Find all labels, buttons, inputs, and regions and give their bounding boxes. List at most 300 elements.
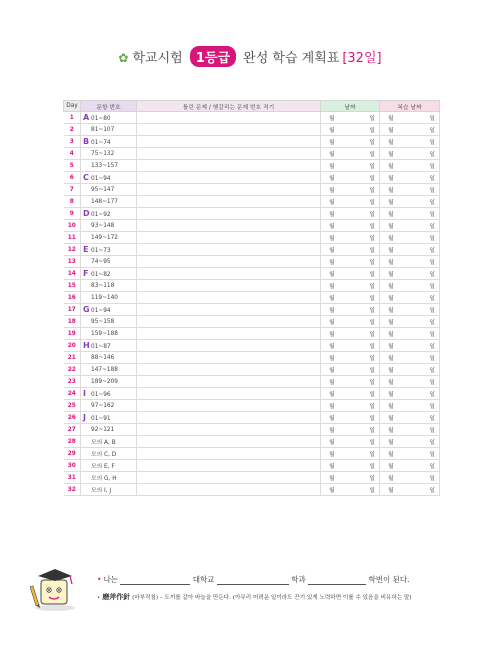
student-id-blank[interactable]: [308, 576, 366, 585]
day-label: 일: [369, 356, 375, 362]
review-date-cell[interactable]: [380, 112, 440, 124]
day-number: 4: [64, 148, 81, 160]
range-text: 159~188: [91, 330, 118, 337]
memo-cell[interactable]: [137, 472, 321, 484]
problem-range: [81, 232, 137, 244]
date-cell[interactable]: [321, 400, 380, 412]
table-header-row: [64, 101, 440, 112]
date-cell[interactable]: [321, 184, 380, 196]
date-cell[interactable]: [321, 424, 380, 436]
date-cell[interactable]: [321, 208, 380, 220]
day-label: 일: [429, 392, 435, 398]
date-cell[interactable]: [321, 340, 380, 352]
memo-cell[interactable]: [137, 328, 321, 340]
date-cell[interactable]: [321, 124, 380, 136]
month-label: 월: [388, 392, 394, 398]
day-label: 일: [429, 116, 435, 122]
day-label: 일: [369, 224, 375, 230]
day-label: 일: [429, 248, 435, 254]
month-label: 월: [388, 440, 394, 446]
range-text: 81~107: [91, 126, 115, 133]
day-label: 일: [429, 320, 435, 326]
month-label: 월: [329, 392, 335, 398]
month-label: 월: [329, 176, 335, 182]
day-label: 일: [369, 332, 375, 338]
month-label: 월: [388, 176, 394, 182]
month-label: 월: [329, 188, 335, 194]
day-number: 22: [64, 364, 81, 376]
day-label: 일: [369, 488, 375, 494]
memo-cell[interactable]: [137, 208, 321, 220]
goal-university: 대학교: [192, 575, 215, 584]
memo-cell[interactable]: [137, 256, 321, 268]
range-text: 74~95: [91, 258, 111, 265]
memo-cell[interactable]: [137, 232, 321, 244]
date-cell[interactable]: [321, 220, 380, 232]
memo-cell[interactable]: [137, 400, 321, 412]
memo-cell[interactable]: [137, 280, 321, 292]
month-label: 월: [329, 332, 335, 338]
month-label: 월: [329, 212, 335, 218]
memo-cell[interactable]: [137, 220, 321, 232]
date-cell[interactable]: [321, 256, 380, 268]
month-label: 월: [329, 128, 335, 134]
review-date-cell[interactable]: [380, 184, 440, 196]
date-cell[interactable]: [321, 436, 380, 448]
motto-line: [97, 592, 412, 602]
range-text: 92~121: [91, 426, 115, 433]
month-label: 월: [388, 164, 394, 170]
title-text-before: 학교시험: [132, 51, 183, 66]
goal-department: 학과: [291, 575, 306, 584]
review-date-cell[interactable]: [380, 436, 440, 448]
table-row: [64, 424, 440, 436]
month-label: 월: [329, 452, 335, 458]
month-label: 월: [388, 476, 394, 482]
month-label: 월: [329, 248, 335, 254]
day-label: 일: [369, 428, 375, 434]
student-mascot-icon: [30, 566, 80, 612]
table-row: [64, 196, 440, 208]
range-text: 147~188: [91, 366, 118, 373]
department-blank[interactable]: [217, 576, 289, 585]
memo-cell[interactable]: [137, 376, 321, 388]
range-text: 95~158: [91, 318, 115, 325]
month-label: 월: [329, 272, 335, 278]
review-date-cell[interactable]: [380, 268, 440, 280]
month-label: 월: [388, 236, 394, 242]
header-date: 날짜: [321, 101, 380, 112]
month-label: 월: [388, 404, 394, 410]
bullet-icon: •: [97, 575, 102, 584]
month-label: 월: [388, 416, 394, 422]
month-label: 월: [388, 464, 394, 470]
problem-range: [81, 196, 137, 208]
problem-range: [81, 388, 137, 400]
month-label: 월: [329, 200, 335, 206]
day-number: 19: [64, 328, 81, 340]
month-label: 월: [388, 128, 394, 134]
date-cell[interactable]: [321, 412, 380, 424]
memo-cell[interactable]: [137, 340, 321, 352]
memo-cell[interactable]: [137, 148, 321, 160]
review-date-cell[interactable]: [380, 172, 440, 184]
university-blank[interactable]: [120, 576, 190, 585]
date-cell[interactable]: [321, 244, 380, 256]
range-text: 97~162: [91, 402, 115, 409]
review-date-cell[interactable]: [380, 148, 440, 160]
day-label: 일: [369, 464, 375, 470]
date-cell[interactable]: [321, 112, 380, 124]
day-label: 일: [369, 128, 375, 134]
month-label: 월: [388, 188, 394, 194]
problem-range: [81, 460, 137, 472]
motto-hanja: 磨斧作針: [102, 593, 131, 601]
month-label: 월: [388, 332, 394, 338]
range-text: 148~177: [91, 198, 118, 205]
table-row: [64, 412, 440, 424]
memo-cell[interactable]: [137, 364, 321, 376]
day-label: 일: [369, 212, 375, 218]
memo-cell[interactable]: [137, 460, 321, 472]
section-letter: H: [83, 341, 90, 350]
month-label: 월: [388, 488, 394, 494]
memo-cell[interactable]: [137, 316, 321, 328]
range-text: 01~87: [91, 344, 111, 350]
day-label: 일: [369, 392, 375, 398]
day-label: 일: [429, 188, 435, 194]
range-text: 모의 G, H: [91, 476, 117, 482]
table-row: [64, 436, 440, 448]
date-cell[interactable]: [321, 172, 380, 184]
day-number: 8: [64, 196, 81, 208]
month-label: 월: [388, 452, 394, 458]
table-row: [64, 160, 440, 172]
month-label: 월: [388, 224, 394, 230]
table-row: [64, 472, 440, 484]
range-text: 01~94: [91, 308, 111, 314]
month-label: 월: [388, 284, 394, 290]
month-label: 월: [329, 224, 335, 230]
day-label: 일: [369, 116, 375, 122]
review-date-cell[interactable]: [380, 460, 440, 472]
month-label: 월: [388, 344, 394, 350]
day-label: 일: [369, 416, 375, 422]
month-label: 월: [329, 344, 335, 350]
problem-range: [81, 112, 137, 124]
problem-range: [81, 448, 137, 460]
grade-badge: 1등급: [190, 46, 236, 67]
date-cell[interactable]: [321, 352, 380, 364]
problem-range: [81, 208, 137, 220]
day-label: 일: [369, 272, 375, 278]
problem-range: [81, 220, 137, 232]
review-date-cell[interactable]: [380, 160, 440, 172]
month-label: 월: [329, 440, 335, 446]
day-number: 31: [64, 472, 81, 484]
review-date-cell[interactable]: [380, 136, 440, 148]
day-number: 11: [64, 232, 81, 244]
header-problem: 문항 번호: [81, 101, 137, 112]
day-label: 일: [369, 260, 375, 266]
memo-cell[interactable]: [137, 124, 321, 136]
month-label: 월: [388, 116, 394, 122]
review-date-cell[interactable]: [380, 364, 440, 376]
month-label: 월: [329, 416, 335, 422]
month-label: 월: [329, 464, 335, 470]
review-date-cell[interactable]: [380, 352, 440, 364]
table-row: [64, 172, 440, 184]
date-cell[interactable]: [321, 388, 380, 400]
date-cell[interactable]: [321, 160, 380, 172]
motto-reading: (마부작침): [132, 595, 159, 601]
problem-range: [81, 148, 137, 160]
problem-range: [81, 244, 137, 256]
day-label: 일: [429, 200, 435, 206]
day-number: 9: [64, 208, 81, 220]
date-cell[interactable]: [321, 484, 380, 496]
review-date-cell[interactable]: [380, 304, 440, 316]
day-label: 일: [429, 176, 435, 182]
table-row: [64, 352, 440, 364]
table-row: [64, 364, 440, 376]
day-number: 32: [64, 484, 81, 496]
month-label: 월: [329, 164, 335, 170]
date-cell[interactable]: [321, 196, 380, 208]
date-cell[interactable]: [321, 148, 380, 160]
date-cell[interactable]: [321, 316, 380, 328]
date-cell[interactable]: [321, 304, 380, 316]
range-text: 133~157: [91, 162, 118, 169]
day-number: 2: [64, 124, 81, 136]
problem-range: [81, 364, 137, 376]
month-label: 월: [388, 260, 394, 266]
table-row: [64, 376, 440, 388]
day-label: 일: [429, 488, 435, 494]
memo-cell[interactable]: [137, 244, 321, 256]
day-number: 21: [64, 352, 81, 364]
header-review: 복습 날짜: [380, 101, 440, 112]
header-day: Day: [64, 101, 81, 112]
day-label: 일: [369, 284, 375, 290]
range-text: 모의 I, J: [91, 488, 112, 494]
problem-range: [81, 136, 137, 148]
range-text: 01~91: [91, 416, 111, 422]
day-number: 14: [64, 268, 81, 280]
problem-range: [81, 340, 137, 352]
day-label: 일: [429, 260, 435, 266]
month-label: 월: [329, 488, 335, 494]
day-number: 15: [64, 280, 81, 292]
section-letter: E: [83, 245, 89, 254]
day-number: 7: [64, 184, 81, 196]
problem-range: [81, 292, 137, 304]
month-label: 월: [388, 152, 394, 158]
month-label: 월: [329, 152, 335, 158]
range-text: 모의 E, F: [91, 464, 115, 470]
range-text: 189~209: [91, 378, 118, 385]
problem-range: [81, 328, 137, 340]
range-text: 01~74: [91, 140, 111, 146]
review-date-cell[interactable]: [380, 232, 440, 244]
date-cell[interactable]: [321, 364, 380, 376]
review-date-cell[interactable]: [380, 256, 440, 268]
section-letter: A: [83, 113, 90, 122]
memo-cell[interactable]: [137, 184, 321, 196]
day-label: 일: [369, 320, 375, 326]
range-text: 01~96: [91, 392, 111, 398]
day-number: 28: [64, 436, 81, 448]
range-text: 88~146: [91, 354, 115, 361]
table-body: [64, 112, 440, 496]
day-label: 일: [429, 440, 435, 446]
memo-cell[interactable]: [137, 112, 321, 124]
date-cell[interactable]: [321, 328, 380, 340]
day-label: 일: [369, 440, 375, 446]
review-date-cell[interactable]: [380, 124, 440, 136]
day-label: 일: [369, 344, 375, 350]
header-memo: 틀린 문제 / 헷갈리는 문제 번호 적기: [137, 101, 321, 112]
day-label: 일: [369, 176, 375, 182]
date-cell[interactable]: [321, 232, 380, 244]
review-date-cell[interactable]: [380, 484, 440, 496]
review-date-cell[interactable]: [380, 424, 440, 436]
problem-range: [81, 256, 137, 268]
memo-cell[interactable]: [137, 196, 321, 208]
day-label: 일: [429, 332, 435, 338]
memo-cell[interactable]: [137, 268, 321, 280]
table-row: [64, 280, 440, 292]
date-cell[interactable]: [321, 460, 380, 472]
table-row: [64, 316, 440, 328]
memo-cell[interactable]: [137, 436, 321, 448]
review-date-cell[interactable]: [380, 400, 440, 412]
date-cell[interactable]: [321, 448, 380, 460]
problem-range: [81, 268, 137, 280]
memo-cell[interactable]: [137, 412, 321, 424]
month-label: 월: [329, 356, 335, 362]
month-label: 월: [329, 308, 335, 314]
month-label: 월: [388, 272, 394, 278]
memo-cell[interactable]: [137, 160, 321, 172]
problem-range: [81, 376, 137, 388]
table-row: [64, 184, 440, 196]
month-label: 월: [388, 308, 394, 314]
review-date-cell[interactable]: [380, 448, 440, 460]
day-label: 일: [429, 272, 435, 278]
date-cell[interactable]: [321, 472, 380, 484]
review-date-cell[interactable]: [380, 328, 440, 340]
day-label: 일: [429, 380, 435, 386]
memo-cell[interactable]: [137, 424, 321, 436]
day-label: 일: [429, 476, 435, 482]
date-cell[interactable]: [321, 292, 380, 304]
review-date-cell[interactable]: [380, 280, 440, 292]
date-cell[interactable]: [321, 376, 380, 388]
day-label: 일: [429, 140, 435, 146]
page-title: [0, 46, 500, 67]
day-label: 일: [429, 404, 435, 410]
table-row: [64, 268, 440, 280]
table-row: [64, 220, 440, 232]
day-label: 일: [369, 248, 375, 254]
table-row: [64, 340, 440, 352]
range-text: 01~82: [91, 272, 111, 278]
table-row: [64, 124, 440, 136]
range-text: 01~94: [91, 176, 111, 182]
table-row: [64, 208, 440, 220]
day-label: 일: [429, 128, 435, 134]
memo-cell[interactable]: [137, 172, 321, 184]
memo-cell[interactable]: [137, 304, 321, 316]
month-label: 월: [388, 428, 394, 434]
review-date-cell[interactable]: [380, 220, 440, 232]
problem-range: [81, 280, 137, 292]
date-cell[interactable]: [321, 136, 380, 148]
date-cell[interactable]: [321, 268, 380, 280]
table-row: [64, 328, 440, 340]
problem-range: [81, 184, 137, 196]
memo-cell[interactable]: [137, 388, 321, 400]
table-row: [64, 448, 440, 460]
review-date-cell[interactable]: [380, 244, 440, 256]
day-number: 24: [64, 388, 81, 400]
memo-cell[interactable]: [137, 292, 321, 304]
review-date-cell[interactable]: [380, 316, 440, 328]
day-number: 30: [64, 460, 81, 472]
day-number: 12: [64, 244, 81, 256]
day-number: 18: [64, 316, 81, 328]
memo-cell[interactable]: [137, 484, 321, 496]
review-date-cell[interactable]: [380, 412, 440, 424]
problem-range: [81, 484, 137, 496]
table-row: [64, 388, 440, 400]
range-text: 모의 A, B: [91, 440, 116, 446]
motto-description: – 도끼를 갈아 바늘을 만든다. (아무리 어려운 일이라도 끈기 있게 노력하면 이룰 수 있음을 비유하는 말): [159, 595, 412, 601]
review-date-cell[interactable]: [380, 472, 440, 484]
month-label: 월: [329, 428, 335, 434]
range-text: 95~147: [91, 186, 115, 193]
review-date-cell[interactable]: [380, 376, 440, 388]
month-label: 월: [329, 260, 335, 266]
day-label: 일: [429, 212, 435, 218]
range-text: 75~132: [91, 150, 115, 157]
range-text: 119~140: [91, 294, 118, 301]
day-label: 일: [369, 296, 375, 302]
day-number: 3: [64, 136, 81, 148]
review-date-cell[interactable]: [380, 196, 440, 208]
review-date-cell[interactable]: [380, 340, 440, 352]
problem-range: [81, 472, 137, 484]
day-number: 1: [64, 112, 81, 124]
memo-cell[interactable]: [137, 352, 321, 364]
date-cell[interactable]: [321, 280, 380, 292]
day-label: 일: [369, 452, 375, 458]
problem-range: [81, 124, 137, 136]
problem-range: [81, 172, 137, 184]
range-text: 01~73: [91, 248, 111, 254]
review-date-cell[interactable]: [380, 388, 440, 400]
month-label: 월: [329, 476, 335, 482]
memo-cell[interactable]: [137, 448, 321, 460]
section-letter: J: [83, 413, 86, 422]
range-text: 149~172: [91, 234, 118, 241]
review-date-cell[interactable]: [380, 208, 440, 220]
review-date-cell[interactable]: [380, 292, 440, 304]
day-label: 일: [369, 188, 375, 194]
memo-cell[interactable]: [137, 136, 321, 148]
day-label: 일: [429, 152, 435, 158]
